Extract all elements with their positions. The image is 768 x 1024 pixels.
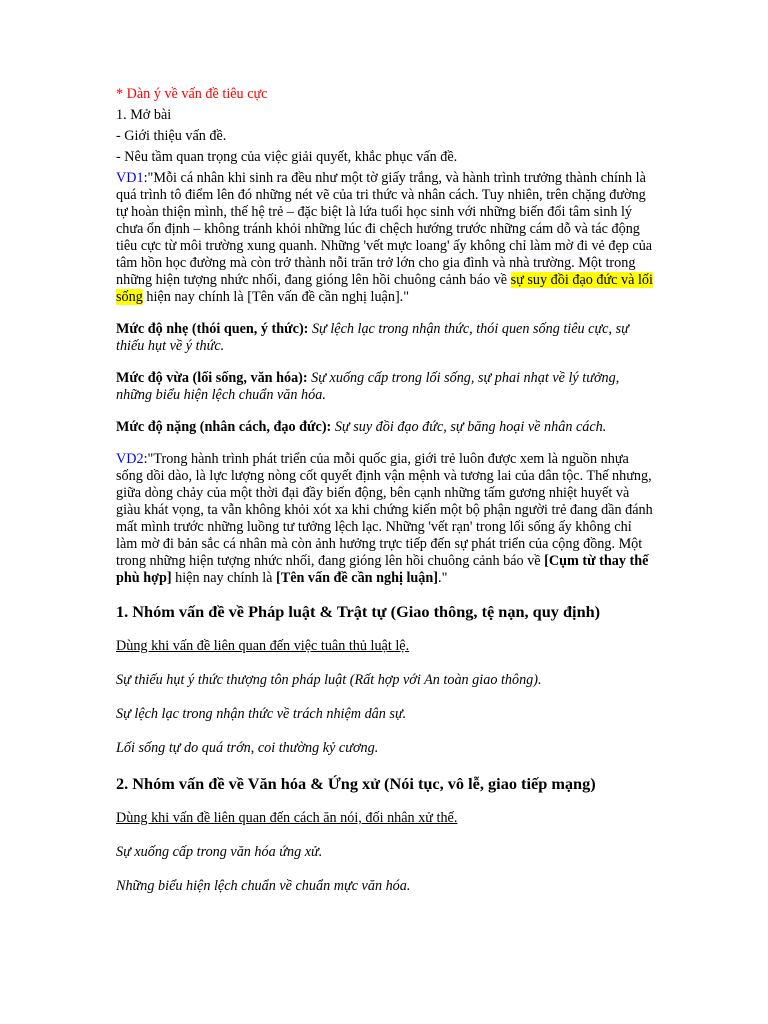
example-1-label: VD1 bbox=[116, 170, 144, 186]
level-medium bbox=[116, 370, 656, 404]
bullet-introduce: - Giới thiệu vấn đề. bbox=[116, 128, 227, 144]
outline-title: * Dàn ý về vấn đề tiêu cực bbox=[116, 86, 268, 102]
group-2-item: Sự xuống cấp trong văn hóa ứng xử. bbox=[116, 844, 323, 860]
example-2-placeholder-phrase: [Cụm từ thay thế phù hợp] bbox=[116, 553, 649, 586]
example-2-text: :"Trong hành trình phát triển của mỗi quốc gia, giới trẻ luôn được xem là nguồn nhựa sống dồi dào, là lực lượng nòng cốt quyết định vận mệnh và tương lai của dân tộc. Thế nhưng, giữa dòng chảy của một thời đại đầy biến động, bên cạnh những tấm gương nhiệt huyết và giàu khát vọng, ta vẫn không khỏi xót xa khi chứng kiến một bộ phận người trẻ đang dần đánh mất mình trước những luồng tư tưởng lệch lạc. Những 'vết rạn' trong lối sống ấy không chỉ làm mờ đi bản sắc cá nhân mà còn ảnh hưởng trực tiếp đến sự phát triển của cộng đồng. Một trong những hiện tượng nhức nhối, đang gióng lên hồi chuông cảnh báo về bbox=[116, 451, 653, 569]
bullet-importance: - Nêu tầm quan trọng của việc giải quyết, khắc phục vấn đề. bbox=[116, 149, 458, 165]
highlighted-phrase: sự suy đồi đạo đức và lối sống bbox=[116, 272, 653, 305]
level-medium-label: Mức độ vừa (lối sống, văn hóa): bbox=[116, 370, 308, 386]
section-heading-intro: 1. Mở bài bbox=[116, 107, 172, 123]
example-2-text-middle: hiện nay chính là bbox=[171, 570, 276, 586]
level-medium-desc: Sự xuống cấp trong lối sống, sự phai nhạt về lý tưởng, những biểu hiện lệch chuẩn văn hóa. bbox=[116, 370, 620, 403]
group-1-item: Lối sống tự do quá trớn, coi thường kỷ cương. bbox=[116, 740, 379, 756]
level-severe bbox=[116, 419, 656, 436]
group-2-item: Những biểu hiện lệch chuẩn về chuẩn mực văn hóa. bbox=[116, 878, 411, 894]
example-1-text: :"Mỗi cá nhân khi sinh ra đều như một tờ giấy trắng, và hành trình trưởng thành chính là quá trình tô điểm lên đó những nét vẽ của tri thức và nhân cách. Tuy nhiên, trên chặng đường tự hoàn thiện mình, thế hệ trẻ – đặc biệt là lứa tuổi học sinh với những biến đổi tâm sinh lý chưa ổn định – không tránh khỏi những lúc đi chệch hướng trước những cám dỗ và tác động tiêu cực từ môi trường xung quanh. Những 'vết mực loang' ấy không chỉ làm mờ đi vẻ đẹp của tâm hồn học đường mà còn trở thành nỗi trăn trở lớn cho gia đình và nhà trường. Một trong những hiện tượng nhức nhối, đang gióng lên hồi chuông cảnh báo về bbox=[116, 170, 653, 288]
group-1-heading: 1. Nhóm vấn đề về Pháp luật & Trật tự (Giao thông, tệ nạn, quy định) bbox=[116, 602, 601, 621]
level-mild-desc: Sự lệch lạc trong nhận thức, thói quen sống tiêu cực, sự thiếu hụt về ý thức. bbox=[116, 321, 629, 354]
level-mild bbox=[116, 321, 656, 355]
group-1-item: Sự thiếu hụt ý thức thượng tôn pháp luật (Rất hợp với An toàn giao thông). bbox=[116, 672, 542, 688]
level-severe-label: Mức độ nặng (nhân cách, đạo đức): bbox=[116, 419, 332, 435]
level-mild-label: Mức độ nhẹ (thói quen, ý thức): bbox=[116, 321, 309, 337]
level-severe-desc: Sự suy đồi đạo đức, sự băng hoại về nhân cách. bbox=[331, 419, 607, 435]
example-2-paragraph bbox=[116, 451, 656, 587]
example-1-text-end: hiện nay chính là [Tên vấn đề cần nghị luận]." bbox=[142, 289, 410, 305]
example-1-paragraph bbox=[116, 170, 656, 306]
group-1-item: Sự lệch lạc trong nhận thức về trách nhiệm dân sự. bbox=[116, 706, 407, 722]
group-1-usage: Dùng khi vấn đề liên quan đến việc tuân thủ luật lệ. bbox=[116, 638, 410, 654]
example-2-label: VD2 bbox=[116, 451, 144, 467]
example-2-placeholder-issue: [Tên vấn đề cần nghị luận] bbox=[276, 570, 439, 586]
example-2-text-end: ." bbox=[438, 570, 448, 586]
group-2-usage: Dùng khi vấn đề liên quan đến cách ăn nói, đối nhân xử thế. bbox=[116, 810, 458, 826]
group-2-heading: 2. Nhóm vấn đề về Văn hóa & Ứng xử (Nói tục, vô lễ, giao tiếp mạng) bbox=[116, 774, 596, 793]
document-page bbox=[116, 86, 656, 912]
